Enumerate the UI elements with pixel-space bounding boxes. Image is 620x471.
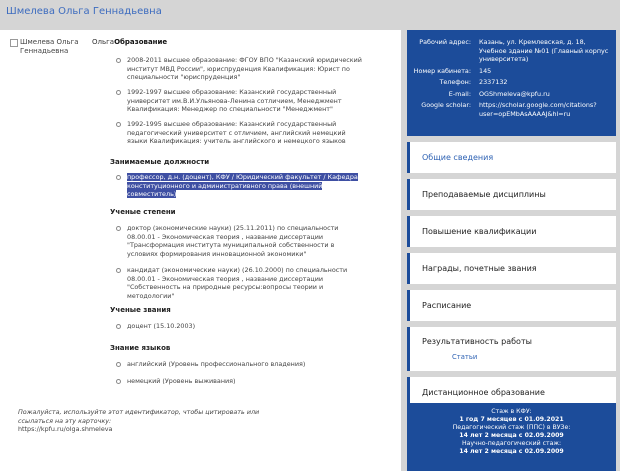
menu-label: Повышение квалификации [422, 227, 537, 236]
experience-stats [407, 403, 616, 471]
info-row [413, 101, 610, 118]
email-link[interactable]: OGShmeleva@kpfu.ru [479, 89, 550, 98]
education-item-text: 1992-1995 высшее образование: Казанский государственный педагогический университет с отличием, английский немецкий языки Квалификация: учитель английского и немецкого языков [127, 120, 346, 145]
bullet-icon [116, 175, 121, 180]
title-item [116, 322, 366, 331]
bullet-icon [116, 324, 121, 329]
menu-results[interactable] [407, 327, 616, 371]
menu-courses[interactable] [407, 179, 616, 210]
photo-alt-text: Шмелева Ольга Геннадьевна [20, 38, 79, 55]
info-row [413, 38, 610, 64]
position-item-text[interactable] [127, 173, 366, 199]
stat-value: 1 год 7 месяцев с 01.09.2021 [459, 416, 564, 423]
bullet-icon [116, 268, 121, 273]
stat-value: 14 лет 2 месяца с 02.09.2009 [459, 448, 564, 455]
menu-awards[interactable] [407, 253, 616, 284]
education-item-text: 1992-1997 высшее образование: Казанский государственный университет им.В.И.Ульянова-Ленина сотличием, Менеджмент Квалификация: Менеджер по специальности "Менеджмент" [127, 88, 342, 113]
degrees-heading: Ученые степени [110, 208, 176, 216]
titles-heading: Ученые звания [110, 306, 171, 314]
stat-label: Стаж в КФУ: [491, 408, 532, 415]
stat-label: Педагогический стаж (ППС) в ВУЗе: [452, 424, 571, 431]
language-item-text: немецкий (Уровень выживания) [127, 377, 236, 385]
info-label: Номер кабинета: [413, 66, 471, 75]
sidebar [407, 30, 616, 408]
info-row [413, 78, 610, 87]
citation-text: Пожалуйста, используйте этот идентификатор, чтобы цитировать или ссылаться на эту карточку: [18, 408, 260, 425]
menu-label: Общие сведения [422, 153, 494, 162]
first-name-prefix: Ольга [92, 38, 115, 46]
info-value: Казань, ул. Кремлевская, д. 18, Учебное здание №01 (Главный корпус университета) [479, 38, 609, 63]
main-content [0, 30, 401, 471]
info-label: Телефон: [439, 78, 471, 86]
info-value: 2337132 [479, 78, 508, 86]
position-item[interactable] [116, 173, 366, 199]
bullet-icon [116, 379, 121, 384]
citation-link[interactable]: https://kpfu.ru/olga.shmeleva [18, 425, 113, 433]
stat-label: Научно-педагогический стаж: [461, 440, 562, 447]
degree-item [116, 224, 366, 258]
contact-info-panel [407, 30, 616, 136]
citation-note [18, 408, 278, 434]
info-label: Рабочий адрес: [419, 38, 471, 46]
bullet-icon [116, 122, 121, 127]
menu-label: Дистанционное образование [422, 388, 545, 397]
stat-value: 14 лет 2 месяца с 02.09.2009 [459, 432, 564, 439]
info-row [413, 67, 610, 76]
title-item-text: доцент (15.10.2003) [127, 322, 196, 330]
bullet-icon [116, 58, 121, 63]
positions-heading: Занимаемые должности [110, 158, 210, 166]
position-link[interactable]: профессор, д.н. (доцент), КФУ / Юридический факультет / Кафедра конституционного и административного права (внешний совместитель) [127, 173, 358, 198]
info-label: Google scholar: [421, 101, 471, 109]
education-item [116, 120, 366, 146]
degree-item [116, 266, 366, 300]
language-item-text: английский (Уровень профессионального владения) [127, 360, 306, 368]
education-item [116, 56, 366, 82]
degree-item-text: кандидат (экономические науки) (26.10.2000) по специальности 08.00.01 - Экономическая теория , название диссертации "Собственность на природные ресурсы:вопросы теории и методологии" [127, 266, 348, 300]
info-label: E-mail: [448, 89, 471, 98]
menu-label: Награды, почетные звания [422, 264, 537, 273]
language-item [116, 377, 366, 386]
info-row [413, 90, 610, 99]
language-item [116, 360, 366, 369]
bullet-icon [116, 90, 121, 95]
menu-label: Результативность работы [422, 337, 532, 346]
menu-sub-articles[interactable]: Статьи [452, 353, 478, 361]
info-value: 145 [479, 66, 492, 75]
education-heading: Образование [114, 38, 168, 46]
menu-general[interactable] [407, 142, 616, 173]
page-title: Шмелева Ольга Геннадьевна [6, 6, 162, 17]
profile-content [92, 38, 384, 385]
bullet-icon [116, 226, 121, 231]
menu-qualification[interactable] [407, 216, 616, 247]
profile-photo [10, 38, 85, 56]
menu-label: Преподаваемые дисциплины [422, 190, 546, 199]
menu-schedule[interactable] [407, 290, 616, 321]
google-scholar-link[interactable]: https://scholar.google.com/citations?user=opEMbAsAAAAJ&hl=ru [479, 101, 597, 118]
menu-label: Расписание [422, 301, 472, 310]
bullet-icon [116, 362, 121, 367]
degree-item-text: доктор (экономические науки) (25.11.2011) по специальности 08.00.01 - Экономическая теория , название диссертации "Трансформация института муниципальной собственности в условиях формирования инновационной экономики" [127, 224, 339, 258]
broken-image-icon [10, 39, 18, 47]
education-item [116, 88, 366, 114]
education-heading-line [92, 38, 384, 46]
education-item-text: 2008-2011 высшее образование: ФГОУ ВПО "Казанский юридический институт МВД России", юриспруденция Квалификация: Юрист по специальности "юриспруденция" [127, 56, 362, 81]
languages-heading: Знание языков [110, 344, 171, 352]
